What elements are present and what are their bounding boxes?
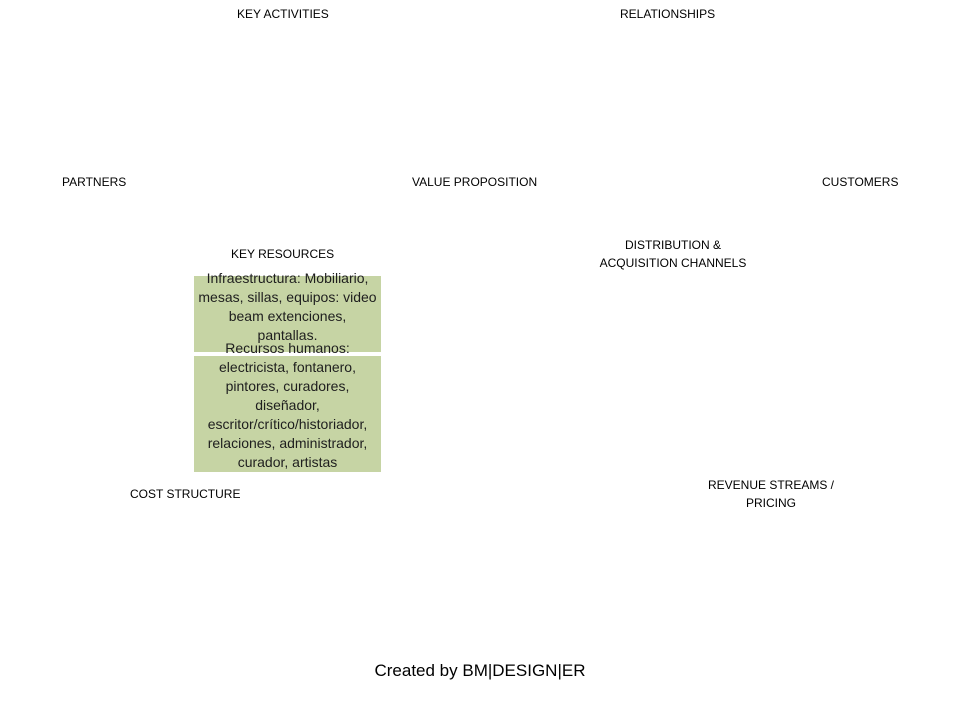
footer-credit: Created by BM|DESIGN|ER <box>374 661 586 680</box>
customers-label: CUSTOMERS <box>822 175 899 189</box>
key-resources-label: KEY RESOURCES <box>231 247 335 261</box>
value-proposition-label: VALUE PROPOSITION <box>412 175 538 189</box>
relationships-label: RELATIONSHIPS <box>620 7 716 21</box>
sticky-note-human-resources[interactable]: Recursos humanos: electricista, fontanero, pintores, curadores, diseñador, escritor/crítico/historiador, relaciones, administrador, curador, artistas <box>207 340 368 470</box>
partners-label: PARTNERS <box>62 175 127 189</box>
revenue-streams-label: REVENUE STREAMS / PRICING <box>707 478 835 510</box>
cost-structure-label: COST STRUCTURE <box>130 487 241 501</box>
sticky-note-infrastructure[interactable]: Infraestructura: Mobiliario, mesas, sillas, equipos: video beam extenciones, pantallas. <box>198 270 377 343</box>
key-activities-label: KEY ACTIVITIES <box>237 7 329 21</box>
distribution-channels-label: DISTRIBUTION & ACQUISITION CHANNELS <box>599 238 747 270</box>
